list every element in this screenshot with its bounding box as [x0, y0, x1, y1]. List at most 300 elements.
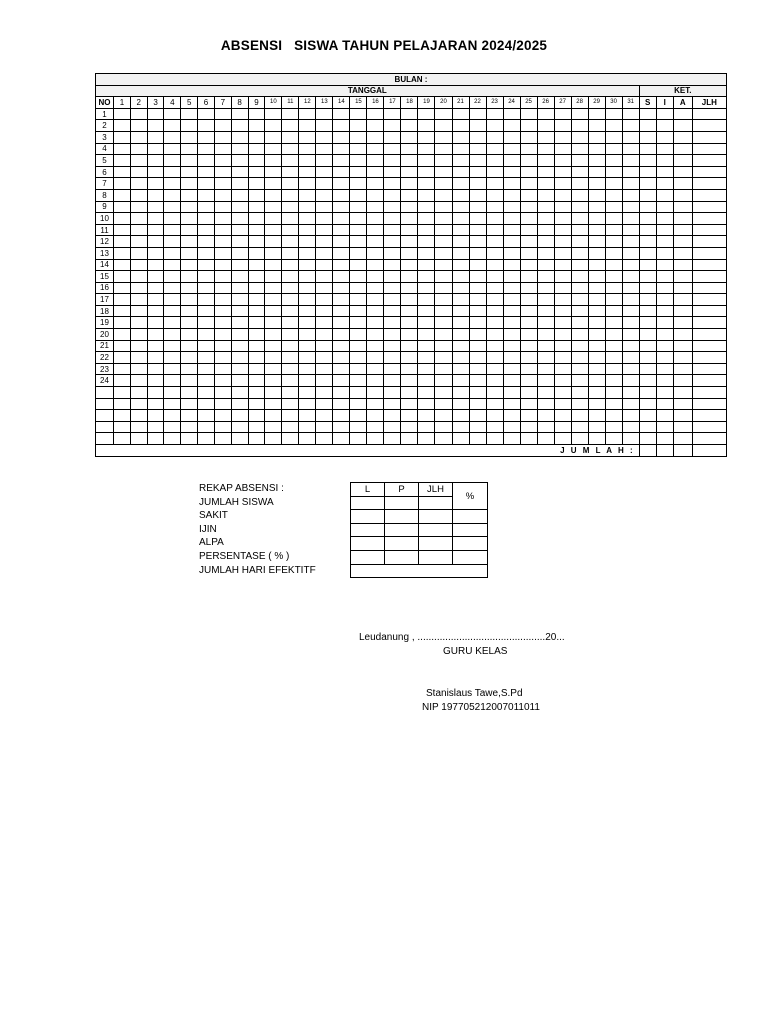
attendance-cell[interactable] [554, 155, 571, 167]
attendance-cell[interactable] [656, 363, 673, 375]
attendance-cell[interactable] [588, 375, 605, 387]
attendance-cell[interactable] [435, 120, 452, 132]
attendance-cell[interactable] [316, 271, 333, 283]
attendance-cell[interactable] [418, 131, 435, 143]
attendance-cell[interactable] [656, 259, 673, 271]
attendance-cell[interactable] [130, 421, 147, 433]
attendance-cell[interactable] [367, 155, 384, 167]
attendance-cell[interactable] [503, 282, 520, 294]
attendance-cell[interactable] [147, 166, 164, 178]
attendance-cell[interactable] [130, 282, 147, 294]
attendance-cell[interactable] [147, 224, 164, 236]
attendance-cell[interactable] [588, 294, 605, 306]
attendance-cell[interactable] [639, 352, 656, 364]
attendance-cell[interactable] [418, 421, 435, 433]
attendance-cell[interactable] [418, 201, 435, 213]
attendance-cell[interactable] [537, 294, 554, 306]
attendance-cell[interactable] [147, 131, 164, 143]
attendance-cell[interactable] [639, 189, 656, 201]
attendance-cell[interactable] [503, 236, 520, 248]
attendance-cell[interactable] [622, 131, 639, 143]
attendance-cell[interactable] [622, 282, 639, 294]
attendance-cell[interactable] [554, 178, 571, 190]
attendance-cell[interactable] [452, 224, 469, 236]
attendance-cell[interactable] [554, 294, 571, 306]
attendance-cell[interactable] [656, 294, 673, 306]
attendance-cell[interactable] [316, 317, 333, 329]
attendance-cell[interactable] [181, 143, 198, 155]
attendance-cell[interactable] [656, 282, 673, 294]
attendance-cell[interactable] [520, 340, 537, 352]
attendance-cell[interactable] [130, 189, 147, 201]
attendance-cell[interactable] [639, 131, 656, 143]
attendance-cell[interactable] [147, 108, 164, 120]
attendance-cell[interactable] [486, 352, 503, 364]
attendance-cell[interactable] [164, 213, 181, 225]
attendance-cell[interactable] [299, 317, 316, 329]
attendance-cell[interactable] [181, 410, 198, 422]
attendance-cell[interactable] [350, 213, 367, 225]
attendance-cell[interactable] [367, 421, 384, 433]
attendance-cell[interactable] [503, 398, 520, 410]
attendance-cell[interactable] [692, 201, 726, 213]
recap-cell[interactable] [419, 550, 453, 564]
attendance-cell[interactable] [537, 224, 554, 236]
attendance-cell[interactable] [537, 421, 554, 433]
attendance-cell[interactable] [367, 166, 384, 178]
attendance-cell[interactable] [164, 224, 181, 236]
attendance-cell[interactable] [350, 375, 367, 387]
attendance-cell[interactable] [350, 433, 367, 445]
attendance-cell[interactable] [231, 108, 248, 120]
attendance-cell[interactable] [198, 143, 215, 155]
attendance-cell[interactable] [692, 329, 726, 341]
attendance-cell[interactable] [692, 143, 726, 155]
attendance-cell[interactable] [164, 282, 181, 294]
attendance-cell[interactable] [486, 236, 503, 248]
attendance-cell[interactable] [520, 120, 537, 132]
attendance-cell[interactable] [673, 189, 692, 201]
attendance-cell[interactable] [367, 294, 384, 306]
attendance-cell[interactable] [282, 340, 299, 352]
attendance-cell[interactable] [418, 329, 435, 341]
attendance-cell[interactable] [639, 410, 656, 422]
attendance-cell[interactable] [350, 387, 367, 399]
attendance-cell[interactable] [692, 340, 726, 352]
attendance-cell[interactable] [384, 433, 401, 445]
attendance-cell[interactable] [605, 155, 622, 167]
attendance-cell[interactable] [265, 213, 282, 225]
attendance-cell[interactable] [367, 131, 384, 143]
attendance-cell[interactable] [520, 294, 537, 306]
attendance-cell[interactable] [401, 178, 418, 190]
attendance-cell[interactable] [181, 108, 198, 120]
attendance-cell[interactable] [622, 329, 639, 341]
attendance-cell[interactable] [452, 108, 469, 120]
attendance-cell[interactable] [673, 224, 692, 236]
attendance-cell[interactable] [282, 282, 299, 294]
attendance-cell[interactable] [114, 317, 131, 329]
attendance-cell[interactable] [282, 224, 299, 236]
attendance-cell[interactable] [130, 271, 147, 283]
attendance-cell[interactable] [282, 178, 299, 190]
attendance-cell[interactable] [248, 398, 265, 410]
attendance-cell[interactable] [181, 224, 198, 236]
attendance-cell[interactable] [265, 305, 282, 317]
attendance-cell[interactable] [350, 271, 367, 283]
attendance-cell[interactable] [469, 352, 486, 364]
attendance-cell[interactable] [164, 317, 181, 329]
attendance-cell[interactable] [214, 259, 231, 271]
attendance-cell[interactable] [384, 224, 401, 236]
attendance-cell[interactable] [282, 247, 299, 259]
attendance-cell[interactable] [198, 213, 215, 225]
attendance-cell[interactable] [503, 189, 520, 201]
attendance-cell[interactable] [452, 213, 469, 225]
attendance-cell[interactable] [401, 155, 418, 167]
attendance-cell[interactable] [639, 375, 656, 387]
attendance-cell[interactable] [486, 433, 503, 445]
attendance-cell[interactable] [435, 213, 452, 225]
attendance-cell[interactable] [231, 294, 248, 306]
attendance-cell[interactable] [299, 189, 316, 201]
attendance-cell[interactable] [265, 271, 282, 283]
attendance-cell[interactable] [164, 363, 181, 375]
attendance-cell[interactable] [248, 352, 265, 364]
attendance-cell[interactable] [282, 363, 299, 375]
attendance-cell[interactable] [384, 166, 401, 178]
attendance-cell[interactable] [588, 433, 605, 445]
attendance-cell[interactable] [231, 224, 248, 236]
attendance-cell[interactable] [350, 178, 367, 190]
attendance-cell[interactable] [231, 189, 248, 201]
attendance-cell[interactable] [265, 433, 282, 445]
attendance-cell[interactable] [537, 178, 554, 190]
attendance-cell[interactable] [401, 271, 418, 283]
attendance-cell[interactable] [588, 155, 605, 167]
attendance-cell[interactable] [367, 317, 384, 329]
attendance-cell[interactable] [605, 247, 622, 259]
attendance-cell[interactable] [401, 282, 418, 294]
attendance-cell[interactable] [181, 305, 198, 317]
attendance-cell[interactable] [231, 282, 248, 294]
attendance-cell[interactable] [435, 305, 452, 317]
attendance-cell[interactable] [554, 387, 571, 399]
attendance-cell[interactable] [198, 178, 215, 190]
attendance-cell[interactable] [469, 155, 486, 167]
attendance-cell[interactable] [418, 247, 435, 259]
attendance-cell[interactable] [164, 410, 181, 422]
attendance-cell[interactable] [503, 213, 520, 225]
attendance-cell[interactable] [554, 398, 571, 410]
attendance-cell[interactable] [503, 108, 520, 120]
attendance-cell[interactable] [588, 387, 605, 399]
attendance-cell[interactable] [350, 155, 367, 167]
attendance-cell[interactable] [114, 120, 131, 132]
attendance-cell[interactable] [571, 375, 588, 387]
attendance-cell[interactable] [147, 433, 164, 445]
attendance-cell[interactable] [333, 236, 350, 248]
attendance-cell[interactable] [673, 236, 692, 248]
attendance-cell[interactable] [367, 398, 384, 410]
recap-cell[interactable] [385, 550, 419, 564]
attendance-cell[interactable] [486, 259, 503, 271]
attendance-cell[interactable] [486, 201, 503, 213]
attendance-cell[interactable] [656, 317, 673, 329]
attendance-cell[interactable] [265, 178, 282, 190]
attendance-cell[interactable] [469, 317, 486, 329]
attendance-cell[interactable] [384, 131, 401, 143]
attendance-cell[interactable] [384, 375, 401, 387]
attendance-cell[interactable] [537, 387, 554, 399]
attendance-cell[interactable] [605, 433, 622, 445]
attendance-cell[interactable] [520, 259, 537, 271]
attendance-cell[interactable] [622, 236, 639, 248]
attendance-cell[interactable] [214, 201, 231, 213]
attendance-cell[interactable] [639, 305, 656, 317]
attendance-cell[interactable] [486, 224, 503, 236]
attendance-cell[interactable] [214, 329, 231, 341]
attendance-cell[interactable] [656, 247, 673, 259]
attendance-cell[interactable] [214, 421, 231, 433]
attendance-cell[interactable] [520, 247, 537, 259]
attendance-cell[interactable] [418, 166, 435, 178]
attendance-cell[interactable] [181, 398, 198, 410]
attendance-cell[interactable] [554, 247, 571, 259]
attendance-cell[interactable] [469, 247, 486, 259]
attendance-cell[interactable] [147, 410, 164, 422]
attendance-cell[interactable] [231, 352, 248, 364]
attendance-cell[interactable] [452, 131, 469, 143]
attendance-cell[interactable] [265, 143, 282, 155]
attendance-cell[interactable] [537, 131, 554, 143]
attendance-cell[interactable] [282, 143, 299, 155]
attendance-cell[interactable] [469, 120, 486, 132]
attendance-cell[interactable] [367, 201, 384, 213]
attendance-cell[interactable] [588, 317, 605, 329]
attendance-cell[interactable] [537, 433, 554, 445]
attendance-cell[interactable] [692, 410, 726, 422]
attendance-cell[interactable] [605, 363, 622, 375]
attendance-cell[interactable] [282, 317, 299, 329]
attendance-cell[interactable] [367, 236, 384, 248]
attendance-cell[interactable] [147, 305, 164, 317]
attendance-cell[interactable] [673, 421, 692, 433]
attendance-cell[interactable] [248, 131, 265, 143]
attendance-cell[interactable] [452, 247, 469, 259]
attendance-cell[interactable] [503, 375, 520, 387]
attendance-cell[interactable] [130, 375, 147, 387]
attendance-cell[interactable] [537, 120, 554, 132]
attendance-cell[interactable] [639, 247, 656, 259]
attendance-cell[interactable] [350, 410, 367, 422]
attendance-cell[interactable] [316, 387, 333, 399]
attendance-cell[interactable] [520, 271, 537, 283]
attendance-cell[interactable] [520, 433, 537, 445]
attendance-cell[interactable] [692, 189, 726, 201]
attendance-cell[interactable] [231, 247, 248, 259]
attendance-cell[interactable] [299, 282, 316, 294]
attendance-cell[interactable] [248, 201, 265, 213]
attendance-cell[interactable] [571, 224, 588, 236]
attendance-cell[interactable] [656, 410, 673, 422]
attendance-cell[interactable] [520, 178, 537, 190]
attendance-cell[interactable] [537, 340, 554, 352]
attendance-cell[interactable] [673, 271, 692, 283]
attendance-cell[interactable] [656, 236, 673, 248]
attendance-cell[interactable] [333, 398, 350, 410]
attendance-cell[interactable] [486, 294, 503, 306]
attendance-cell[interactable] [147, 421, 164, 433]
attendance-cell[interactable] [147, 213, 164, 225]
attendance-cell[interactable] [435, 352, 452, 364]
attendance-cell[interactable] [656, 375, 673, 387]
attendance-cell[interactable] [299, 340, 316, 352]
attendance-cell[interactable] [452, 398, 469, 410]
attendance-cell[interactable] [418, 433, 435, 445]
attendance-cell[interactable] [622, 108, 639, 120]
attendance-cell[interactable] [673, 398, 692, 410]
attendance-cell[interactable] [401, 294, 418, 306]
recap-cell[interactable] [419, 537, 453, 551]
attendance-cell[interactable] [401, 305, 418, 317]
attendance-cell[interactable] [147, 375, 164, 387]
attendance-cell[interactable] [181, 282, 198, 294]
attendance-cell[interactable] [452, 236, 469, 248]
attendance-cell[interactable] [605, 120, 622, 132]
attendance-cell[interactable] [367, 271, 384, 283]
attendance-cell[interactable] [367, 305, 384, 317]
attendance-cell[interactable] [231, 213, 248, 225]
attendance-cell[interactable] [299, 398, 316, 410]
attendance-cell[interactable] [401, 108, 418, 120]
attendance-cell[interactable] [571, 317, 588, 329]
attendance-cell[interactable] [537, 398, 554, 410]
attendance-cell[interactable] [571, 294, 588, 306]
attendance-cell[interactable] [554, 271, 571, 283]
attendance-cell[interactable] [164, 271, 181, 283]
attendance-cell[interactable] [350, 294, 367, 306]
attendance-cell[interactable] [114, 166, 131, 178]
attendance-cell[interactable] [401, 236, 418, 248]
attendance-cell[interactable] [418, 213, 435, 225]
attendance-cell[interactable] [316, 305, 333, 317]
attendance-cell[interactable] [114, 398, 131, 410]
attendance-cell[interactable] [130, 120, 147, 132]
attendance-cell[interactable] [333, 421, 350, 433]
attendance-cell[interactable] [198, 363, 215, 375]
attendance-cell[interactable] [605, 282, 622, 294]
attendance-cell[interactable] [673, 213, 692, 225]
attendance-cell[interactable] [265, 282, 282, 294]
attendance-cell[interactable] [418, 189, 435, 201]
attendance-cell[interactable] [248, 155, 265, 167]
attendance-cell[interactable] [147, 236, 164, 248]
attendance-cell[interactable] [656, 178, 673, 190]
attendance-cell[interactable] [265, 398, 282, 410]
attendance-cell[interactable] [554, 329, 571, 341]
attendance-cell[interactable] [605, 421, 622, 433]
attendance-cell[interactable] [147, 352, 164, 364]
attendance-cell[interactable] [469, 108, 486, 120]
attendance-cell[interactable] [571, 166, 588, 178]
attendance-cell[interactable] [622, 433, 639, 445]
attendance-cell[interactable] [401, 375, 418, 387]
attendance-cell[interactable] [181, 155, 198, 167]
attendance-cell[interactable] [214, 120, 231, 132]
attendance-cell[interactable] [248, 387, 265, 399]
attendance-cell[interactable] [367, 108, 384, 120]
attendance-cell[interactable] [248, 433, 265, 445]
attendance-cell[interactable] [114, 236, 131, 248]
attendance-cell[interactable] [367, 189, 384, 201]
attendance-cell[interactable] [384, 410, 401, 422]
attendance-cell[interactable] [114, 305, 131, 317]
attendance-cell[interactable] [299, 120, 316, 132]
attendance-cell[interactable] [198, 294, 215, 306]
attendance-cell[interactable] [639, 108, 656, 120]
attendance-cell[interactable] [639, 387, 656, 399]
attendance-cell[interactable] [114, 224, 131, 236]
attendance-cell[interactable] [554, 224, 571, 236]
attendance-cell[interactable] [350, 421, 367, 433]
attendance-cell[interactable] [571, 305, 588, 317]
attendance-cell[interactable] [401, 259, 418, 271]
attendance-cell[interactable] [333, 247, 350, 259]
attendance-cell[interactable] [571, 387, 588, 399]
attendance-cell[interactable] [520, 329, 537, 341]
attendance-cell[interactable] [265, 329, 282, 341]
attendance-cell[interactable] [147, 398, 164, 410]
attendance-cell[interactable] [692, 259, 726, 271]
attendance-cell[interactable] [147, 259, 164, 271]
attendance-cell[interactable] [214, 294, 231, 306]
attendance-cell[interactable] [282, 294, 299, 306]
attendance-cell[interactable] [282, 421, 299, 433]
attendance-cell[interactable] [316, 247, 333, 259]
attendance-cell[interactable] [469, 387, 486, 399]
attendance-cell[interactable] [401, 166, 418, 178]
attendance-cell[interactable] [367, 363, 384, 375]
attendance-cell[interactable] [181, 317, 198, 329]
attendance-cell[interactable] [622, 352, 639, 364]
attendance-cell[interactable] [692, 433, 726, 445]
attendance-cell[interactable] [299, 305, 316, 317]
attendance-cell[interactable] [418, 294, 435, 306]
attendance-cell[interactable] [588, 189, 605, 201]
attendance-cell[interactable] [333, 433, 350, 445]
attendance-cell[interactable] [639, 329, 656, 341]
attendance-cell[interactable] [198, 259, 215, 271]
attendance-cell[interactable] [367, 282, 384, 294]
attendance-cell[interactable] [265, 410, 282, 422]
attendance-cell[interactable] [537, 305, 554, 317]
attendance-cell[interactable] [130, 247, 147, 259]
attendance-cell[interactable] [164, 375, 181, 387]
attendance-cell[interactable] [401, 329, 418, 341]
attendance-cell[interactable] [588, 247, 605, 259]
attendance-cell[interactable] [537, 213, 554, 225]
attendance-cell[interactable] [588, 329, 605, 341]
attendance-cell[interactable] [316, 236, 333, 248]
attendance-cell[interactable] [114, 282, 131, 294]
attendance-cell[interactable] [333, 224, 350, 236]
attendance-cell[interactable] [147, 387, 164, 399]
attendance-cell[interactable] [503, 224, 520, 236]
attendance-cell[interactable] [316, 259, 333, 271]
attendance-cell[interactable] [198, 433, 215, 445]
attendance-cell[interactable] [418, 108, 435, 120]
